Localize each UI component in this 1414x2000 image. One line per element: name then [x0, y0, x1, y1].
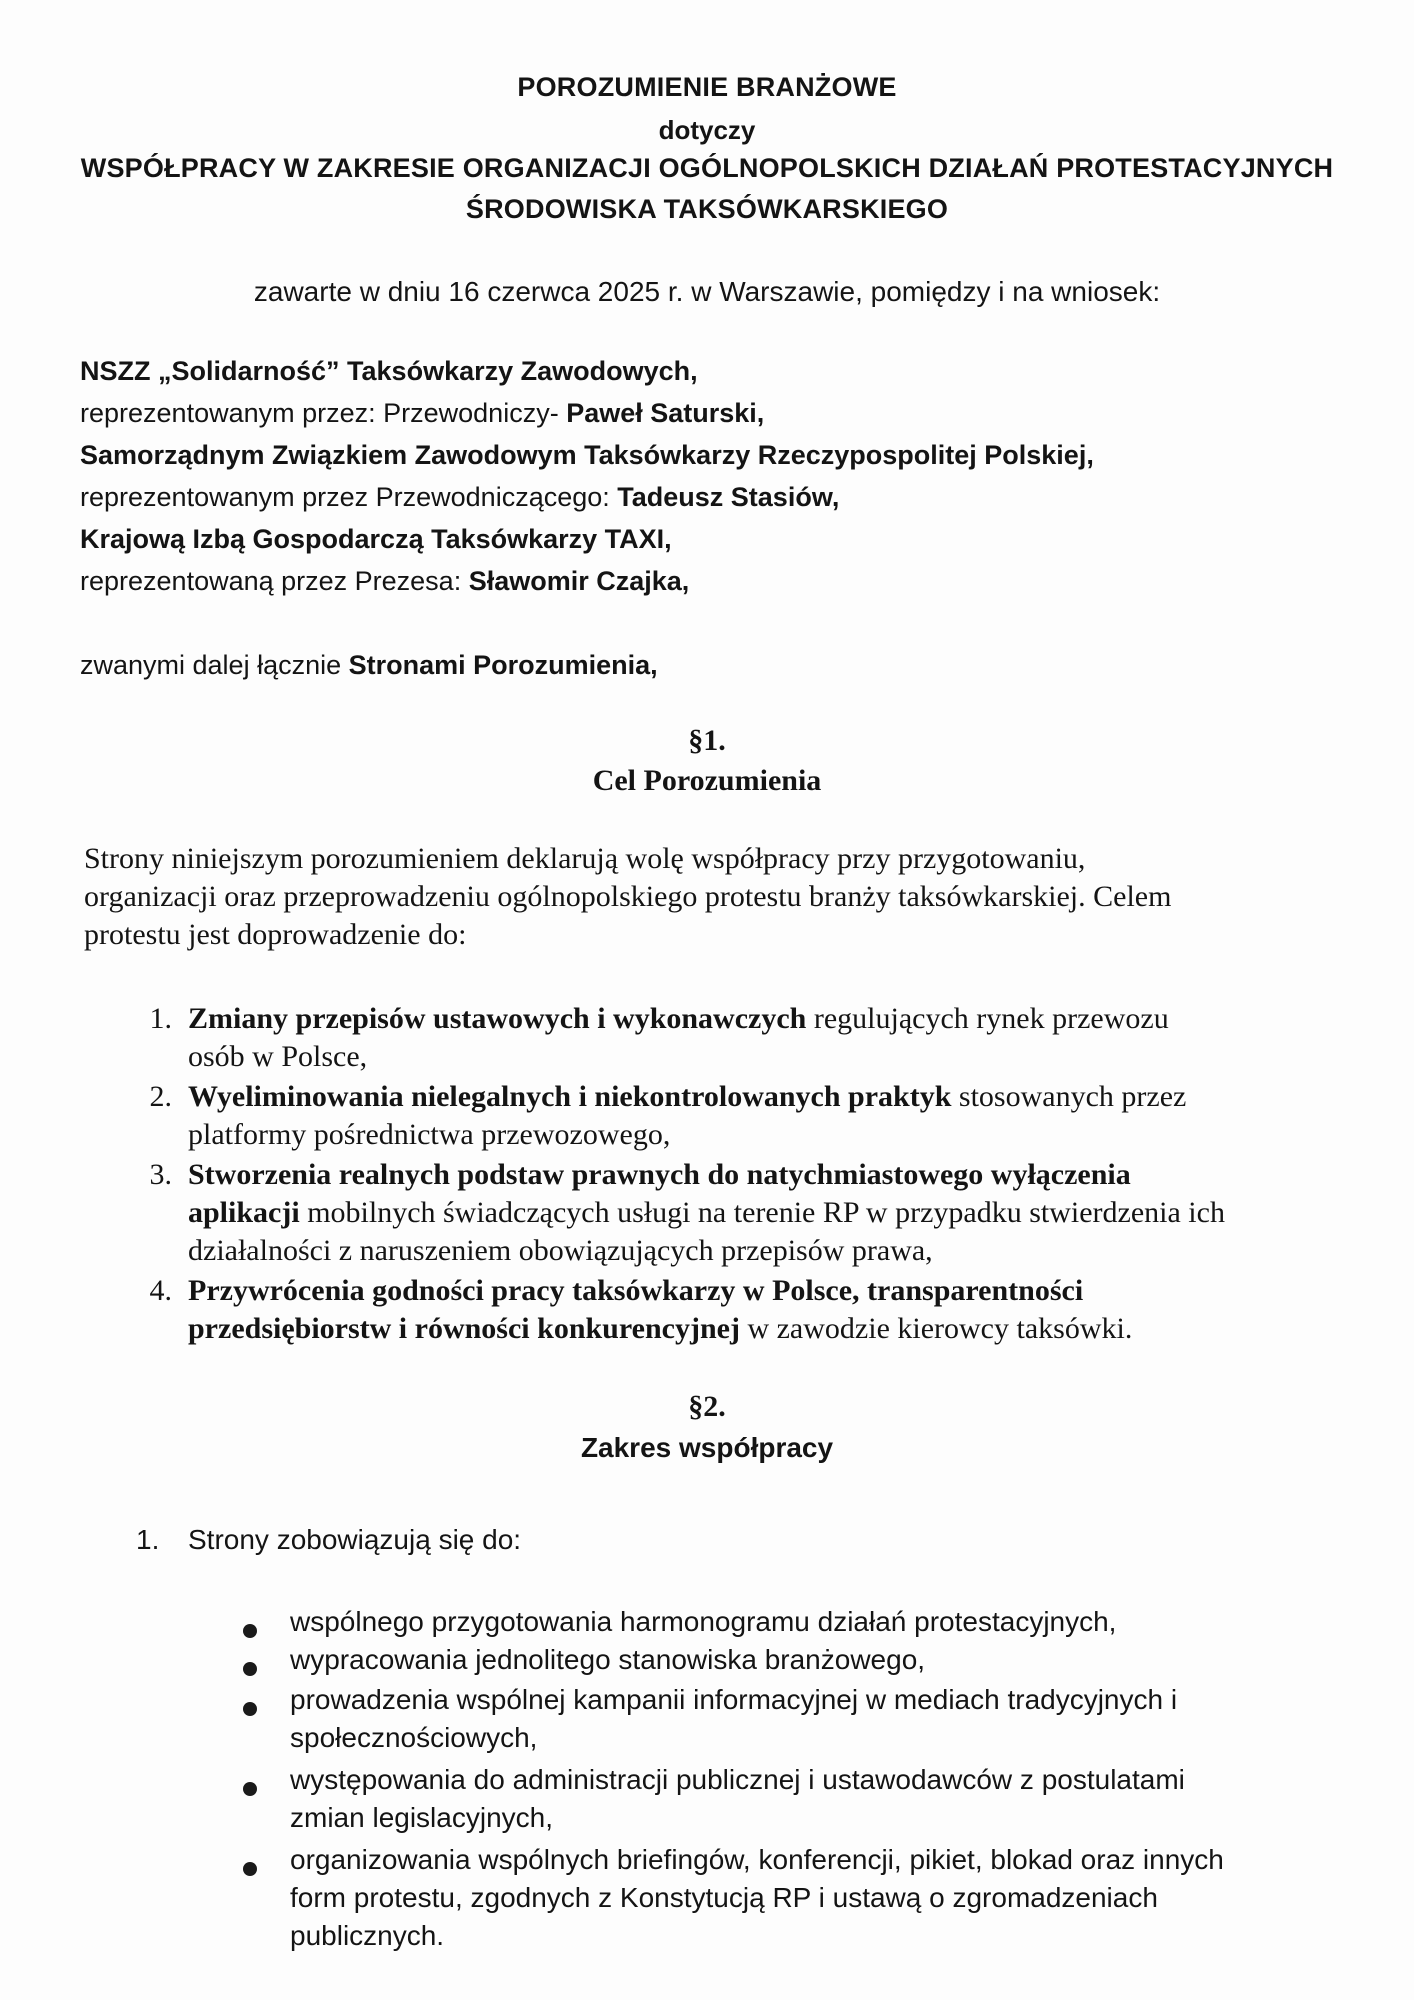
scope-bullet-4-line2: zmian legislacyjnych,	[290, 1802, 553, 1833]
section-1-intro-line1: Strony niniejszym porozumieniem deklarują wolę współpracy przy przygotowaniu,	[84, 842, 1086, 875]
party-2-rep-text: reprezentowanym przez Przewodniczącego:	[80, 482, 618, 512]
goal-1-bold: Zmiany przepisów ustawowych i wykonawczych	[188, 1002, 807, 1035]
party-2-rep-name: Tadeusz Stasiów,	[617, 482, 840, 512]
goal-1-line2: osób w Polsce,	[188, 1040, 368, 1073]
goal-3-bold2: aplikacji	[188, 1196, 300, 1229]
concluded-statement: zawarte w dniu 16 czerwca 2025 r. w Warszawie, pomiędzy i na wniosek:	[253, 276, 1161, 307]
goal-4-number: 4.	[149, 1274, 172, 1307]
parties-together-bold: Stronami Porozumienia,	[348, 650, 658, 680]
goal-3-number: 3.	[149, 1158, 172, 1191]
document-dotyczy: dotyczy	[658, 115, 756, 145]
goal-1-number: 1.	[149, 1002, 172, 1035]
scope-item-1-number: 1.	[136, 1524, 160, 1555]
goal-1-line1	[188, 1002, 1169, 1036]
section-1-intro-line3: protestu jest doprowadzenie do:	[84, 918, 467, 951]
parties-together-text: zwanymi dalej łącznie	[80, 650, 349, 680]
scope-bullet-3-line2: społecznościowych,	[290, 1722, 538, 1753]
goal-4-line2	[188, 1312, 1132, 1346]
goal-2-line2: platformy pośrednictwa przewozowego,	[188, 1118, 671, 1151]
goal-3-rest2: mobilnych świadczących usługi na terenie RP w przypadku stwierdzenia ich	[299, 1196, 1225, 1229]
document-subject-line1: WSPÓŁPRACY W ZAKRESIE ORGANIZACJI OGÓLNOPOLSKICH DZIAŁAŃ PROTESTACYJNYCH	[80, 153, 1334, 183]
bullet-icon	[243, 1702, 257, 1716]
section-1-title: Cel Porozumienia	[592, 764, 822, 797]
goal-3-line3: działalności z naruszeniem obowiązujących przepisów prawa,	[188, 1234, 933, 1267]
goal-4-line1: Przywrócenia godności pracy taksówkarzy w Polsce, transparentności	[188, 1274, 1084, 1307]
section-1-number: §1.	[688, 724, 726, 757]
goal-4-bold2: przedsiębiorstw i równości konkurencyjnej	[188, 1312, 740, 1345]
scope-bullet-5-line3: publicznych.	[290, 1920, 445, 1951]
party-1-representative	[80, 398, 764, 429]
goal-2-number: 2.	[149, 1080, 172, 1113]
scope-bullet-4-line1: występowania do administracji publicznej i ustawodawców z postulatami	[290, 1764, 1185, 1795]
bullet-icon	[243, 1862, 257, 1876]
bullet-icon	[243, 1624, 257, 1638]
section-1-intro-line2: organizacji oraz przeprowadzeniu ogólnopolskiego protestu branży taksówkarskiej. Celem	[84, 880, 1172, 913]
document-title: POROZUMIENIE BRANŻOWE	[517, 72, 897, 102]
goal-2-line1	[188, 1080, 1186, 1114]
party-2-representative	[80, 482, 839, 513]
party-1-name: NSZZ „Solidarność” Taksówkarzy Zawodowych,	[80, 356, 698, 386]
party-3-name: Krajową Izbą Gospodarczą Taksówkarzy TAXI,	[80, 524, 672, 554]
party-2-name: Samorządnym Związkiem Zawodowym Taksówkarzy Rzeczypospolitej Polskiej,	[80, 440, 1094, 470]
scope-bullet-5-line2: form protestu, zgodnych z Konstytucją RP i ustawą o zgromadzeniach	[290, 1882, 1158, 1913]
scope-item-1-text: Strony zobowiązują się do:	[188, 1524, 522, 1555]
goal-2-rest: stosowanych przez	[951, 1080, 1187, 1113]
goal-1-rest: regulujących rynek przewozu	[806, 1002, 1169, 1035]
document-subject-line2: ŚRODOWISKA TAKSÓWKARSKIEGO	[465, 194, 949, 224]
goal-3-line2	[188, 1196, 1225, 1230]
bullet-icon	[243, 1782, 257, 1796]
party-1-rep-text: reprezentowanym przez: Przewodniczy-	[80, 398, 567, 428]
goal-2-bold: Wyeliminowania nielegalnych i niekontrolowanych praktyk	[188, 1080, 952, 1113]
section-2-number: §2.	[688, 1390, 726, 1423]
goal-4-rest2: w zawodzie kierowcy taksówki.	[739, 1312, 1133, 1345]
scope-bullet-2: wypracowania jednolitego stanowiska branżowego,	[290, 1644, 926, 1675]
party-1-rep-name: Paweł Saturski,	[566, 398, 765, 428]
bullet-icon	[243, 1662, 257, 1676]
goal-3-line1: Stworzenia realnych podstaw prawnych do natychmiastowego wyłączenia	[188, 1158, 1131, 1191]
scope-bullet-3-line1: prowadzenia wspólnej kampanii informacyjnej w mediach tradycyjnych i	[290, 1684, 1178, 1715]
party-3-representative	[80, 566, 689, 597]
party-3-rep-name: Sławomir Czajka,	[468, 566, 690, 596]
scope-bullet-5-line1: organizowania wspólnych briefingów, konferencji, pikiet, blokad oraz innych	[290, 1844, 1224, 1875]
parties-together	[80, 650, 658, 681]
party-3-rep-text: reprezentowaną przez Prezesa:	[80, 566, 469, 596]
section-2-title: Zakres współpracy	[580, 1432, 834, 1463]
scope-bullet-1: wspólnego przygotowania harmonogramu działań protestacyjnych,	[290, 1606, 1117, 1637]
